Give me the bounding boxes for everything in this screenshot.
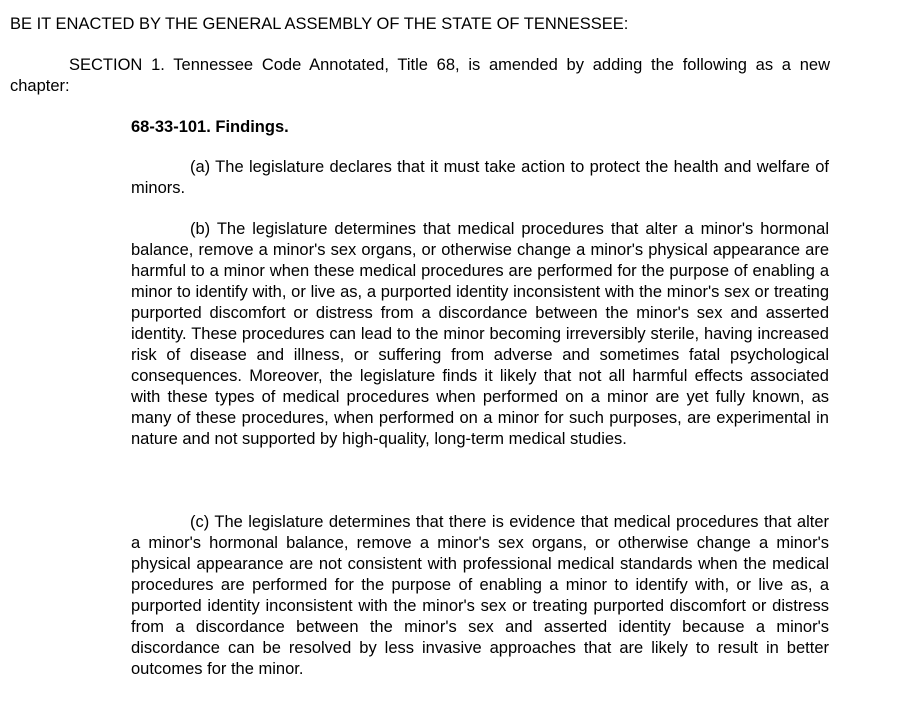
paragraph-c: (c) The legislature determines that there is evidence that medical procedures that alter a minor's hormonal balance, remove a minor's sex organs, or otherwise change a minor's physical appearance are not consistent with professional medical standards when the medical procedures are performed for the purpose of enabling a minor to identify with, or live as, a purported identity inconsistent with the minor's sex or treating purported discomfort or distress from a discordance between the minor's sex and asserted identity because a minor's discordance can be resolved by less invasive approaches that are likely to result in better outcomes for the minor. xyxy=(131,513,829,678)
paragraph-a: (a) The legislature declares that it must take action to protect the health and welfare of minors. xyxy=(131,158,829,197)
section-heading: 68-33-101. Findings. xyxy=(131,118,289,136)
section-1-text: SECTION 1. Tennessee Code Annotated, Title 68, is amended by adding the following as a new chapter: xyxy=(10,56,830,95)
enacting-clause: BE IT ENACTED BY THE GENERAL ASSEMBLY OF THE STATE OF TENNESSEE: xyxy=(10,15,629,33)
paragraph-b: (b) The legislature determines that medical procedures that alter a minor's hormonal balance, remove a minor's sex organs, or otherwise change a minor's physical appearance are harmful to a minor when these medical procedures are performed for the purpose of enabling a minor to identify with, or live as, a purported identity inconsistent with the minor's sex or treating purported discomfort or distress from a discordance between the minor's sex and asserted identity. These procedures can lead to the minor becoming irreversibly sterile, having increased risk of disease and illness, or suffering from adverse and sometimes fatal psychological consequences. Moreover, the legislature finds it likely that not all harmful effects associated with these types of medical procedures when performed on a minor are yet fully known, as many of these procedures, when performed on a minor for such purposes, are experimental in nature and not supported by high-quality, long-term medical studies. xyxy=(131,220,829,448)
